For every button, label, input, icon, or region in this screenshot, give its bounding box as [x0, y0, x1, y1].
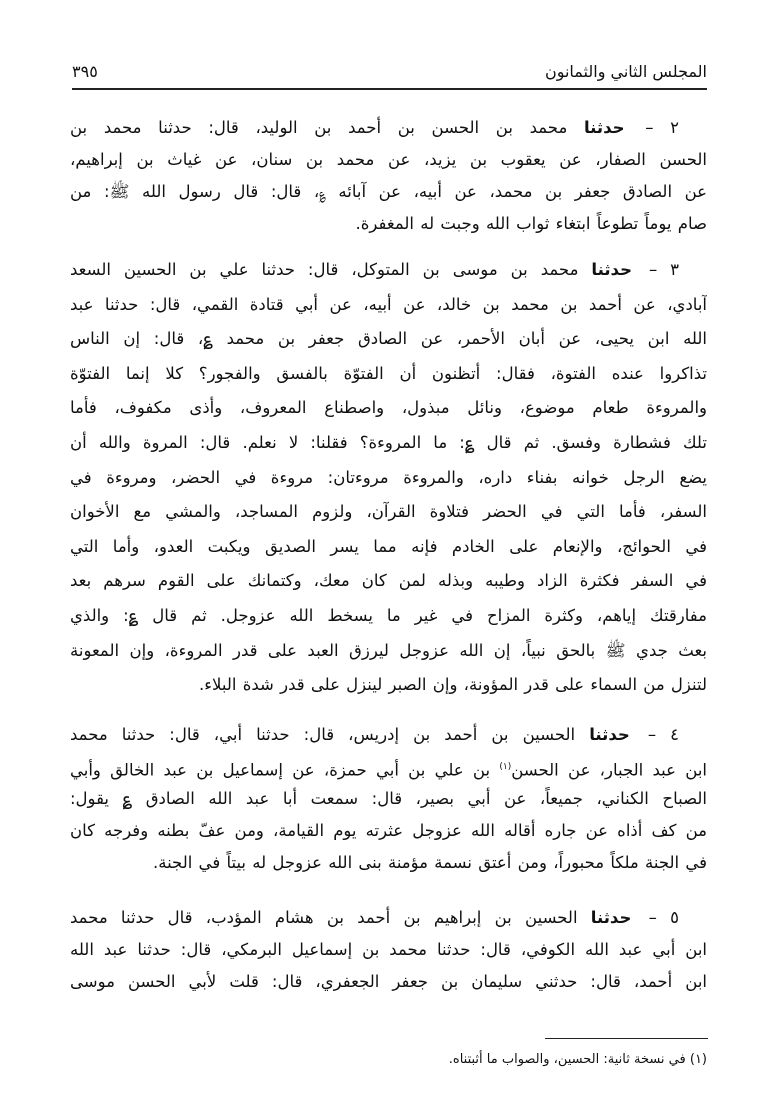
hadith-opening: حدثنا — [583, 118, 625, 137]
hadith-2 — [70, 112, 707, 240]
hadith-3 — [70, 253, 707, 703]
text-line: الحسن الصفار، عن يعقوب بن يزيد، عن محمد بن سنان، عن غياث بن إبراهيم، — [70, 150, 707, 169]
text-line: صام يوماً تطوعاً ابتغاء ثواب الله وجبت له المغفرة. — [355, 214, 707, 233]
page-number: ٣٩٥ — [72, 62, 98, 81]
hadith-number: ٢ – — [645, 118, 679, 137]
text-line: ابن أبي عبد الله الكوفي، قال: حدثنا محمد بن إسماعيل البرمكي، قال: حدثنا عبد الله — [70, 940, 707, 959]
text-run: الحسين بن أحمد بن إدريس، قال: حدثنا أبي، قال: حدثنا محمد — [70, 725, 576, 744]
text-line — [70, 719, 707, 751]
hadith-opening: حدثنا — [591, 260, 632, 279]
hadith-opening: حدثنا — [589, 725, 630, 744]
text-line — [70, 902, 707, 934]
text-line — [70, 751, 707, 783]
text-run: الحسين بن إبراهيم بن أحمد بن هشام المؤدب، قال حدثنا محمد — [70, 908, 578, 927]
text-line: من كف أذاه عن جاره أقاله الله عزوجل عثرته يوم القيامة، ومن عفّ بطنه وفرجه كان — [70, 821, 707, 840]
text-line: لتنزل من السماء على قدر المؤونة، وإن الصبر لينزل على قدر شدة البلاء. — [199, 675, 707, 695]
text-line: والمروءة طعام موضوع، ونائل مبذول، واصطناع المعروف، وأذى مكفوف، فأما — [70, 398, 707, 418]
hadith-number: ٤ – — [647, 725, 680, 744]
text-line: في الجنة ملكاً محبوراً، ومن أعتق نسمة مؤمنة بنى الله عزوجل له بيتاً في الجنة. — [152, 853, 707, 872]
text-line: الصباح الكناني، جميعاً، عن أبي بصير، قال: سمعت أبا عبد الله الصادق ؏ يقول: — [70, 789, 707, 808]
text-line — [70, 112, 707, 144]
text-run: بن علي بن أبي حمزة، عن إسماعيل بن عبد الخالق وأبي — [70, 760, 491, 780]
footnote-ref[interactable]: (١) — [499, 762, 512, 772]
text-line: في السفر فكثرة الزاد وطيبه وبذله لمن كان معك، وكتمانك على القوم سرهم بعد — [70, 571, 707, 591]
text-line: يضع الرجل خوانه بفناء داره، والمروءة مروءتان: مروءة في الحضر، ومروءة في — [70, 467, 707, 487]
text-line: تلك فشطارة وفسق. ثم قال ؏: ما المروءة؟ فقلنا: لا نعلم. قال: المروة والله أن — [70, 432, 707, 452]
hadith-number: ٣ – — [648, 260, 680, 279]
hadith-opening: حدثنا — [590, 908, 632, 927]
chapter-title: المجلس الثاني والثمانون — [544, 62, 707, 81]
text-line: ابن أحمد، قال: حدثني سليمان بن جعفر الجعفري، قال: قلت لأبي الحسن موسى — [70, 972, 707, 991]
text-line: السفر، فأما التي في الحضر فتلاوة القرآن، ولزوم المساجد، والمشي مع الأخوان — [70, 502, 707, 522]
hadith-4 — [70, 719, 707, 879]
text-line: الله ابن يحيى، عن أبان الأحمر، عن الصادق جعفر بن محمد ؏، قال: إن الناس — [70, 329, 707, 349]
text-run: محمد بن موسى بن المتوكل، قال: حدثنا علي بن الحسين السعد — [70, 260, 579, 279]
text-line: مفارقتك إياهم، وكثرة المزاح في غير ما يسخط الله عزوجل. ثم قال ؏: والذي — [70, 605, 707, 625]
footnote-divider — [545, 1038, 708, 1039]
hadith-number: ٥ – — [648, 908, 679, 927]
running-header — [72, 56, 707, 90]
text-line — [70, 253, 707, 288]
text-line: بعث جدي ﷺ بالحق نبياً، إن الله عزوجل ليرزق العبد على قدر المروءة، وإن المعونة — [70, 640, 707, 660]
text-run: ابن عبد الجبار، عن الحسن — [511, 760, 707, 780]
footnote: (١) في نسخة ثانية: الحسين، والصواب ما أثبتناه. — [448, 1052, 707, 1067]
text-run: محمد بن الحسن بن أحمد بن الوليد، قال: حدثنا محمد بن — [70, 118, 568, 137]
text-line: آبادي، عن أحمد بن محمد بن خالد، عن أبيه، عن أبي قتادة القمي، قال: حدثنا عبد — [70, 294, 707, 314]
text-line: في الحوائج، والإنعام على الخادم فإنه مما يسر الصديق ويكبت العدو، وأما التي — [70, 536, 707, 556]
text-line: عن الصادق جعفر بن محمد، عن أبيه، عن آبائه ؏، قال: قال رسول الله ﷺ: من — [70, 182, 707, 201]
hadith-5 — [70, 902, 707, 998]
text-line: تذاكروا عنده الفتوة، فقال: أتظنون أن الفتوّة بالفسق والفجور؟ كلا إنما الفتوّة — [70, 363, 707, 383]
